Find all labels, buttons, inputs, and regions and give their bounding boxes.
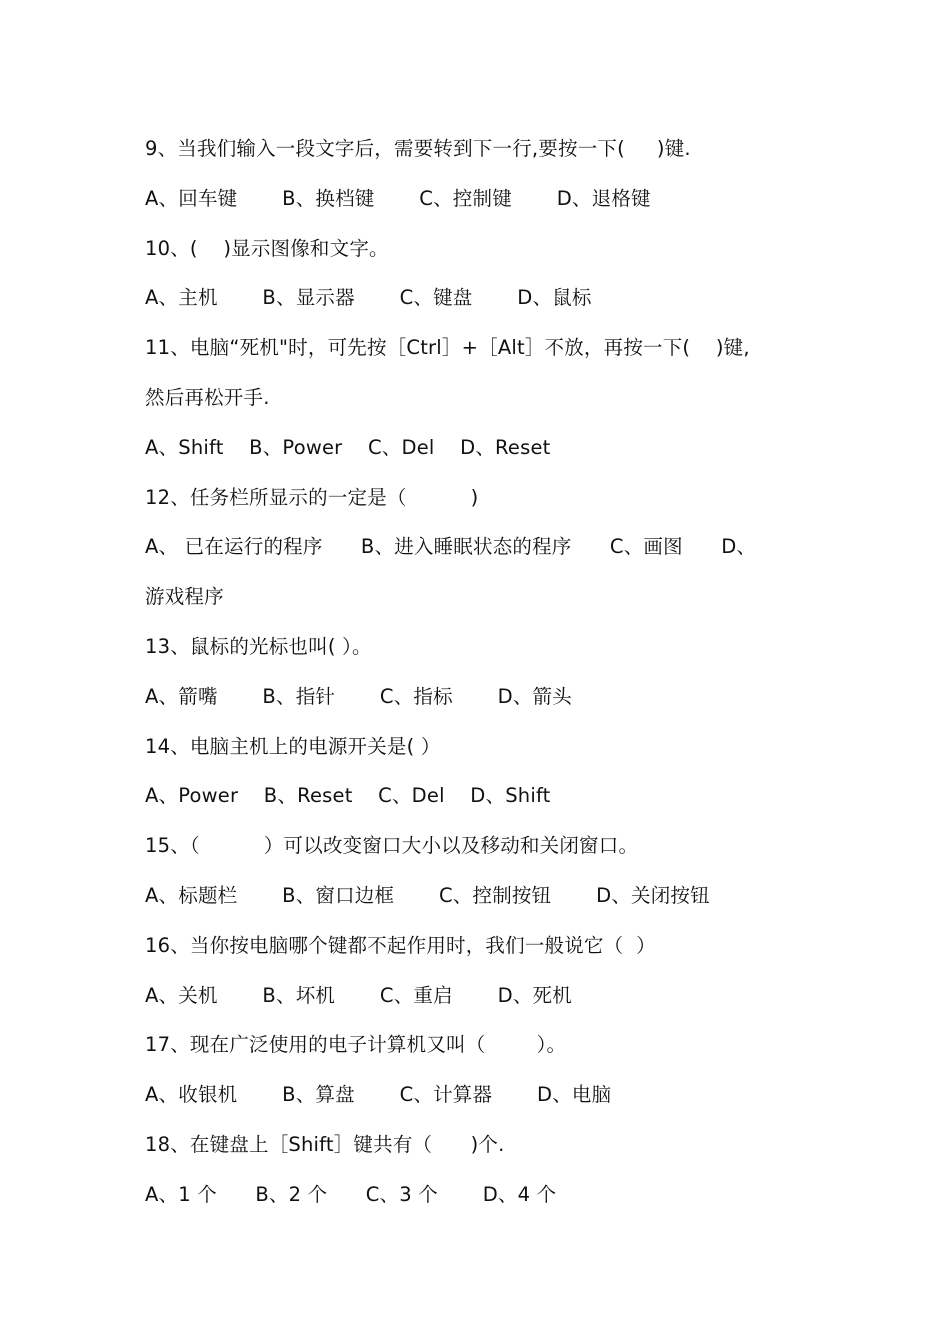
question-12-options: A、 已在运行的程序 B、进入睡眠状态的程序 C、画图 D、 — [145, 535, 757, 559]
question-16-stem: 16、当你按电脑哪个键都不起作用时，我们一般说它（ ） — [145, 933, 656, 957]
question-12-options-continued: 游戏程序 — [145, 585, 224, 609]
question-10-options: A、主机 B、显示器 C、键盘 D、鼠标 — [145, 286, 592, 310]
question-10-stem: 10、( )显示图像和文字。 — [145, 236, 389, 260]
question-11-stem: 11、电脑“死机"时，可先按［Ctrl］+［Alt］不放，再按一下( )键, — [145, 336, 750, 360]
question-14-options: A、Power B、Reset C、Del D、Shift — [145, 784, 551, 808]
question-18-stem: 18、在键盘上［Shift］键共有（ )个. — [145, 1132, 505, 1156]
question-15-options: A、标题栏 B、窗口边框 C、控制按钮 D、关闭按钮 — [145, 883, 710, 907]
question-18-options: A、1 个 B、2 个 C、3 个 D、4 个 — [145, 1182, 557, 1206]
question-17-stem: 17、现在广泛使用的电子计算机又叫（ ）。 — [145, 1033, 567, 1057]
question-17-options: A、收银机 B、算盘 C、计算器 D、电脑 — [145, 1083, 612, 1107]
question-16-options: A、关机 B、坏机 C、重启 D、死机 — [145, 983, 572, 1007]
question-14-stem: 14、电脑主机上的电源开关是( ） — [145, 734, 441, 758]
question-13-stem: 13、鼠标的光标也叫( ）。 — [145, 634, 372, 658]
question-9-stem: 9、当我们输入一段文字后，需要转到下一行,要按一下( )键. — [145, 137, 691, 160]
question-15-stem: 15、（ ）可以改变窗口大小以及移动和关闭窗口。 — [145, 834, 639, 858]
question-12-stem: 12、任务栏所显示的一定是（ ) — [145, 485, 479, 509]
question-11-options: A、Shift B、Power C、Del D、Reset — [145, 435, 551, 459]
question-11-stem-continued: 然后再松开手. — [145, 385, 270, 409]
question-13-options: A、箭嘴 B、指针 C、指标 D、箭头 — [145, 684, 572, 708]
question-9-options: A、回车键 B、换档键 C、控制键 D、退格键 — [145, 186, 651, 210]
question-list — [145, 124, 815, 1220]
